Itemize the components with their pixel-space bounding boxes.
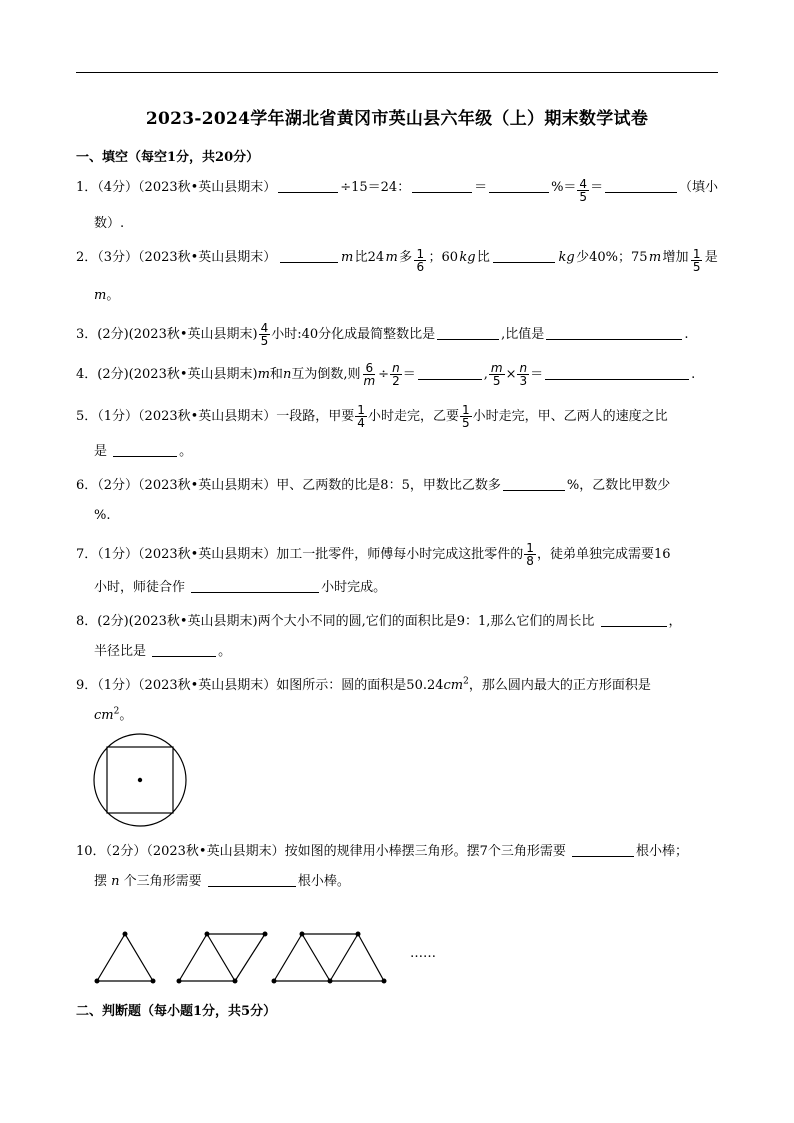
answer-blank[interactable] xyxy=(152,642,216,657)
question-7-line2: 小时，师徒合作 小时完成。 xyxy=(94,580,387,595)
fraction: $\frac{4}{5}$ xyxy=(579,177,588,204)
question-1: 1．（4分）（2023秋•英山县期末） ÷15＝24： ＝ %＝ $\frac{4}{5}$ ＝ （填小 xyxy=(76,177,718,204)
answer-blank[interactable] xyxy=(546,325,682,340)
header-rule xyxy=(76,72,718,73)
answer-blank[interactable] xyxy=(278,178,338,193)
answer-blank[interactable] xyxy=(113,442,177,457)
answer-blank[interactable] xyxy=(601,612,667,627)
fraction: $\frac{1}{5}$ xyxy=(461,403,470,430)
fraction: $\frac{1}{8}$ xyxy=(526,541,534,568)
answer-blank[interactable] xyxy=(503,476,565,491)
question-5-line2: 是 。 xyxy=(94,444,193,459)
section-heading-judgement: 二、判断题（每小题1分，共5分） xyxy=(76,1004,277,1019)
question-6-line2: %. xyxy=(94,508,111,523)
fraction: $\frac{n}{2}$ xyxy=(392,361,400,388)
answer-blank[interactable] xyxy=(437,325,499,340)
question-8-line2: 半径比是 。 xyxy=(94,644,232,659)
circle-square-figure xyxy=(92,732,190,830)
question-3: 3．(2分)(2023秋•英山县期末) $\frac{4}{5}$ 小时:40分化成最简整数比是 ,比值是 . xyxy=(76,321,689,348)
ellipsis: …… xyxy=(410,946,436,961)
answer-blank[interactable] xyxy=(489,178,549,193)
question-9: 9．（1分）（2023秋•英山县期末）如图所示：圆的面积是$50.24cm^2$，那么圆内最大的正方形面积是 xyxy=(76,676,651,693)
question-2: 2．（3分）（2023秋•英山县期末） m 比24 m 多 $\frac{1}{6}$ ；60 kg 比 kg 少40%；75 m 增加 $\frac{1}{5}$ 是 xyxy=(76,247,718,274)
fraction: $\frac{n}{3}$ xyxy=(519,361,528,388)
question-1-line2: 数）. xyxy=(94,216,125,231)
question-4: 4．(2分)(2023秋•英山县期末)m和n互为倒数,则 $\frac{6}{m}$ ÷ $\frac{n}{2}$ ＝ , $\frac{m}{5}$ × $\frac{n}{3}$ ＝ . xyxy=(76,361,696,388)
section-heading-fill-in: 一、填空（每空1分，共20分） xyxy=(76,150,260,165)
answer-blank[interactable] xyxy=(418,365,482,380)
question-6: 6．（2分）（2023秋•英山县期末）甲、乙两数的比是8：5，甲数比乙数多 %，乙数比甲数少 xyxy=(76,478,671,493)
question-2-line2: m。 xyxy=(94,288,120,303)
answer-blank[interactable] xyxy=(605,178,677,193)
question-5: 5．（1分）（2023秋•英山县期末）一段路，甲要 $\frac{1}{4}$ 小时走完，乙要 $\frac{1}{5}$ 小时走完，甲、乙两人的速度之比 xyxy=(76,403,668,430)
answer-blank[interactable] xyxy=(545,365,689,380)
question-10: 10．（2分）（2023秋•英山县期末）按如图的规律用小棒摆三角形。摆7个三角形需要 根小棒； xyxy=(76,844,688,859)
fraction: $\frac{m}{5}$ xyxy=(490,361,503,388)
answer-blank[interactable] xyxy=(572,842,634,857)
question-10-line2: 摆 n 个三角形需要 根小棒。 xyxy=(94,874,350,889)
fraction: $\frac{1}{6}$ xyxy=(416,247,425,274)
answer-blank[interactable] xyxy=(280,248,338,263)
fraction: $\frac{6}{m}$ xyxy=(363,361,376,388)
answer-blank[interactable] xyxy=(208,872,296,887)
triangle-stick-figure xyxy=(90,926,400,988)
answer-blank[interactable] xyxy=(493,248,555,263)
fraction: $\frac{1}{5}$ xyxy=(692,247,701,274)
page-title: 2023-2024学年湖北省黄冈市英山县六年级（上）期末数学试卷 xyxy=(145,109,649,129)
question-9-line2: $cm^2$。 xyxy=(94,706,133,723)
answer-blank[interactable] xyxy=(191,578,319,593)
fraction: $\frac{4}{5}$ xyxy=(260,321,269,348)
question-8: 8．(2分)(2023秋•英山县期末)两个大小不同的圆,它们的面积比是9：1,那么它们的周长比 ， xyxy=(76,614,682,629)
answer-blank[interactable] xyxy=(412,178,472,193)
fraction: $\frac{1}{4}$ xyxy=(357,403,365,430)
question-7: 7．（1分）（2023秋•英山县期末）加工一批零件，师傅每小时完成这批零件的 $\frac{1}{8}$ ，徒弟单独完成需要16 xyxy=(76,541,671,568)
